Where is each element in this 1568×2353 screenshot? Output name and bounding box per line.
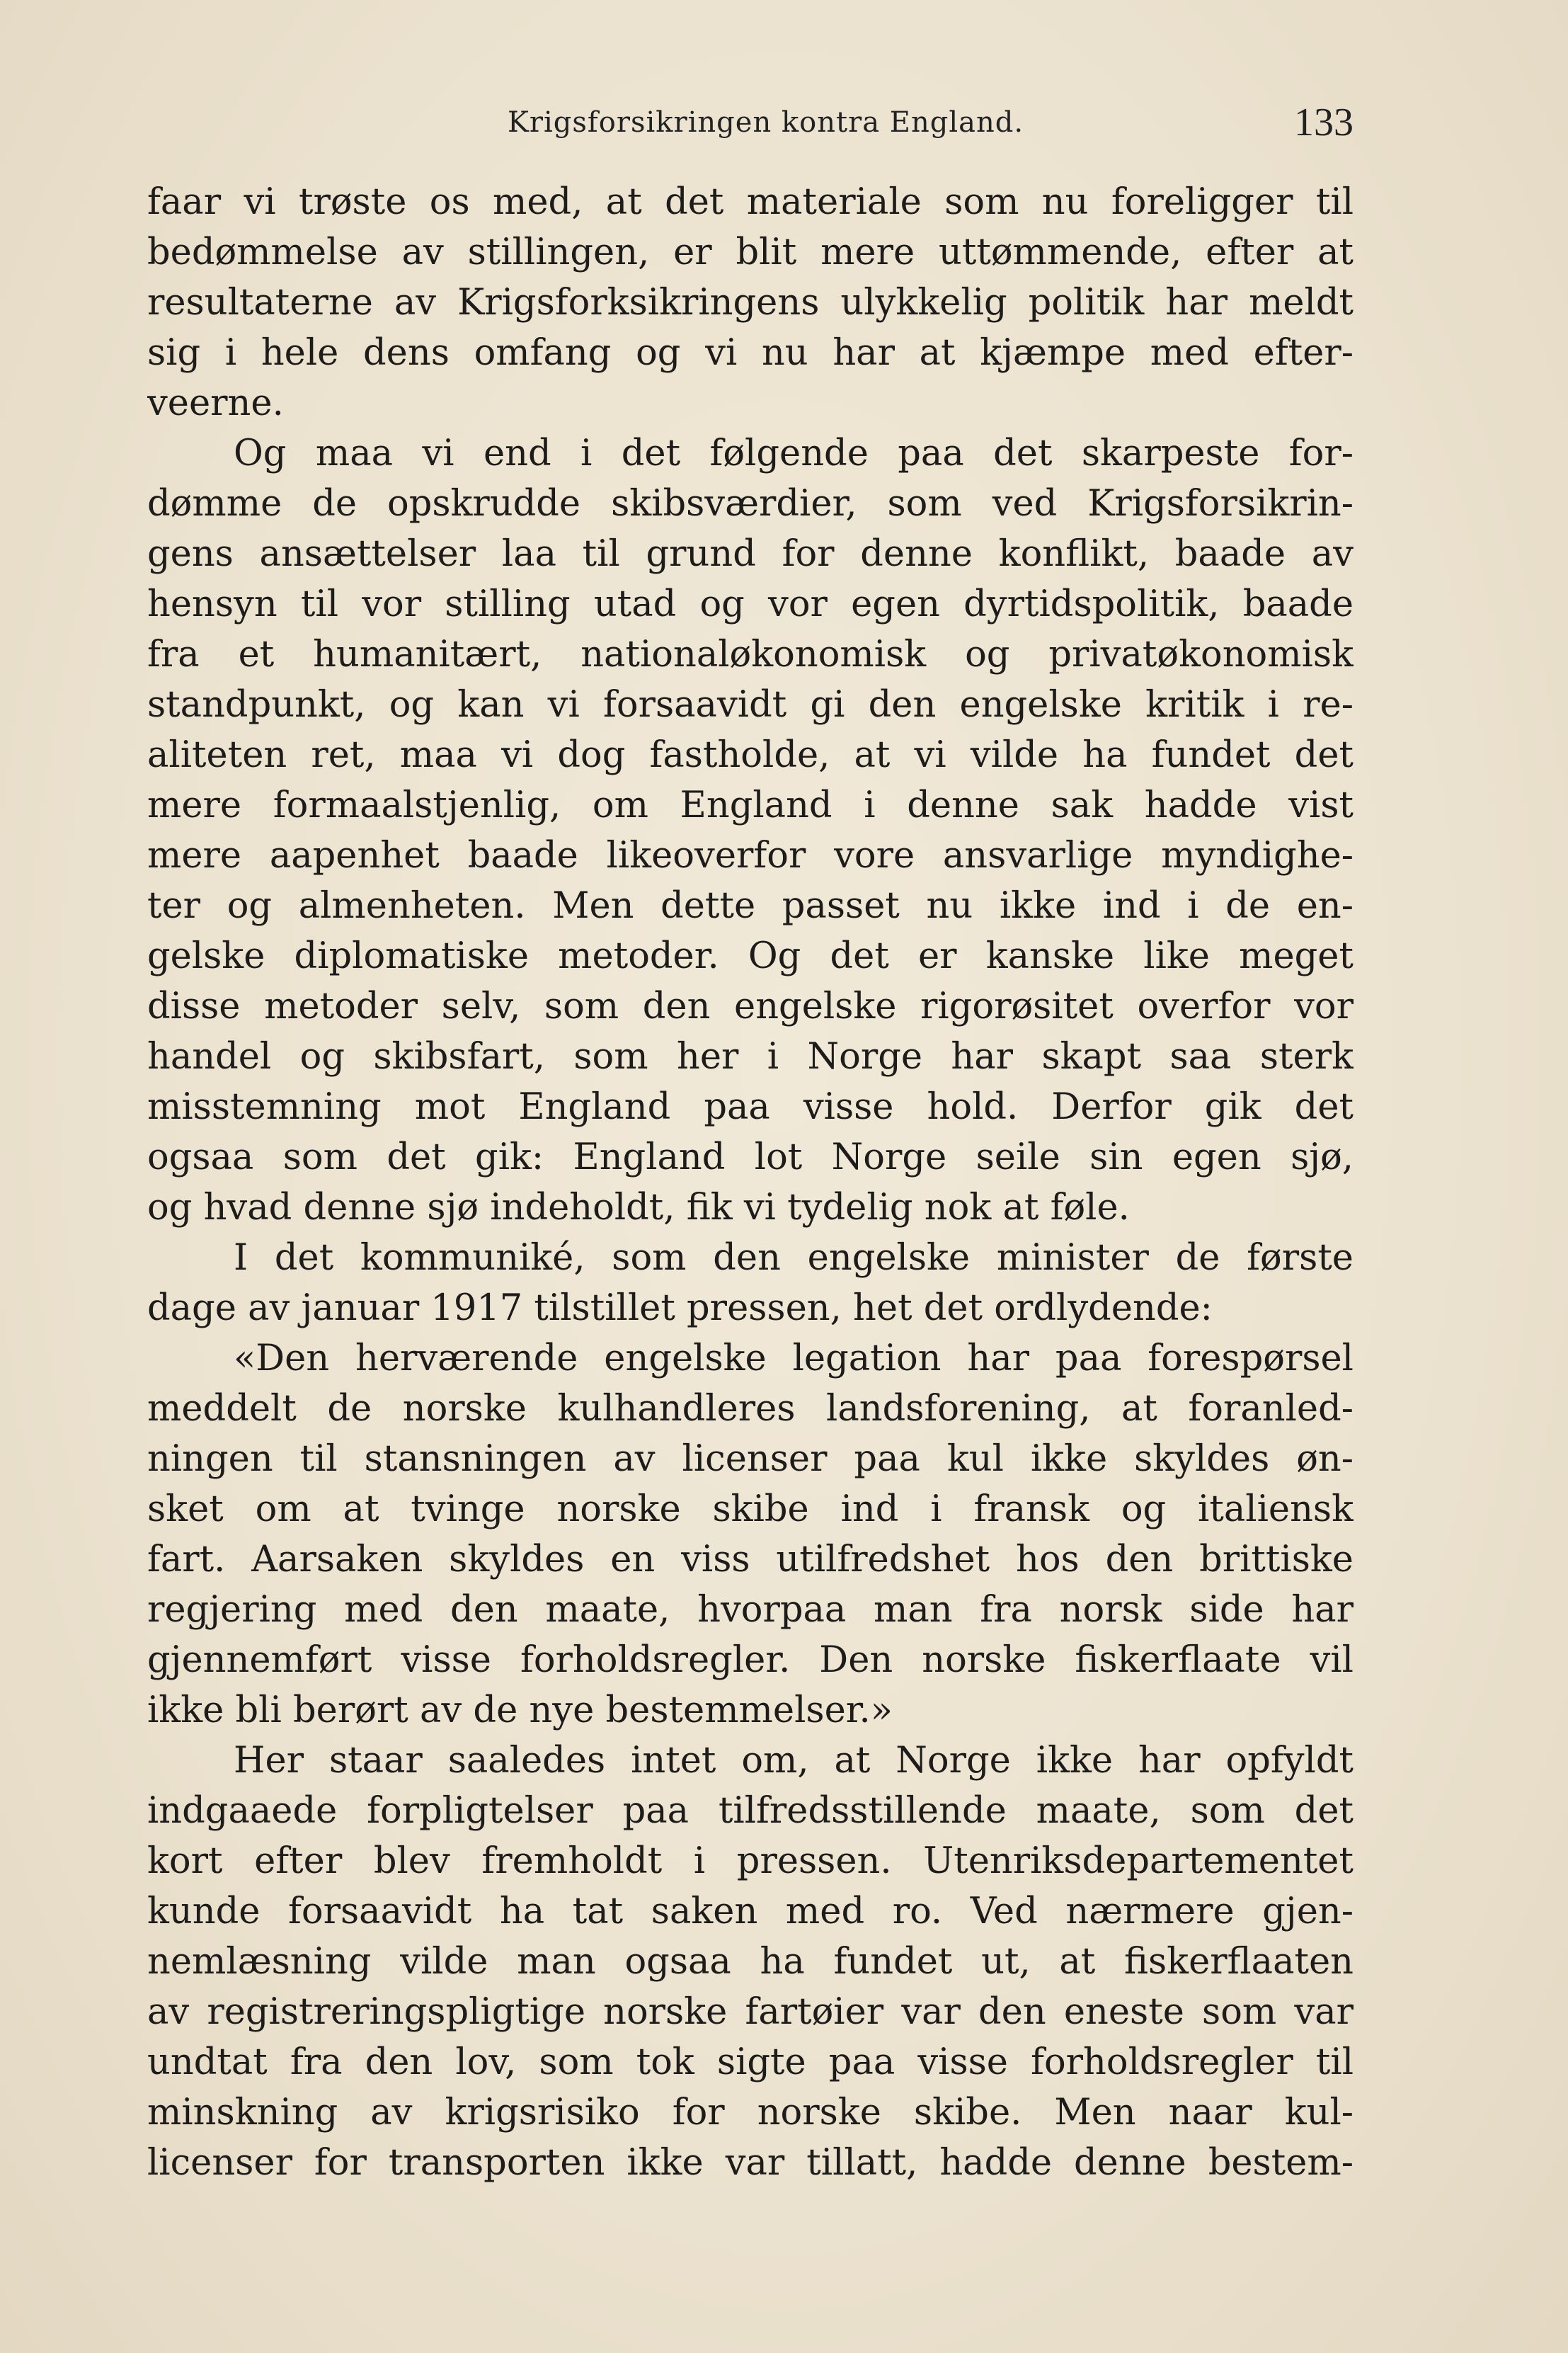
body-text <box>147 177 1354 2188</box>
text-line: ogsaa som det gik: England lot Norge seile sin egen sjø, <box>147 1136 1354 1178</box>
page-number: 133 <box>1294 101 1354 144</box>
text-line: sket om at tvinge norske skibe ind i fransk og italiensk <box>147 1488 1354 1530</box>
text-line: dage av januar 1917 tilstillet pressen, het det ordlydende: <box>147 1287 1213 1329</box>
text-line: gens ansættelser laa til grund for denne konflikt, baade av <box>147 533 1354 575</box>
text-line: handel og skibsfart, som her i Norge har skapt saa sterk <box>147 1036 1354 1078</box>
text-line: hensyn til vor stilling utad og vor egen dyrtidspolitik, baade <box>147 583 1354 625</box>
text-line: nemlæsning vilde man ogsaa ha fundet ut, at fiskerflaaten <box>147 1941 1354 1983</box>
text-line: resultaterne av Krigsforksikringens ulykkelig politik har meldt <box>147 282 1354 324</box>
text-line: faar vi trøste os med, at det materiale som nu foreligger til <box>147 181 1354 223</box>
text-line: mere formaalstjenlig, om England i denne sak hadde vist <box>147 785 1354 826</box>
text-line: sig i hele dens omfang og vi nu har at kjæmpe med efter- <box>147 332 1354 374</box>
text-line: kunde forsaavidt ha tat saken med ro. Ved nærmere gjen- <box>147 1891 1354 1932</box>
text-line: bedømmelse av stillingen, er blit mere uttømmende, efter at <box>147 232 1354 273</box>
text-line: misstemning mot England paa visse hold. Derfor gik det <box>147 1086 1354 1128</box>
page-header <box>150 98 1354 147</box>
text-line: og hvad denne sjø indeholdt, fik vi tydelig nok at føle. <box>147 1187 1130 1229</box>
text-line: av registreringspligtige norske fartøier var den eneste som var <box>147 1991 1354 2033</box>
text-line: aliteten ret, maa vi dog fastholde, at vi vilde ha fundet det <box>147 734 1354 776</box>
text-line: veerne. <box>147 382 284 424</box>
text-line: licenser for transporten ikke var tillatt, hadde denne bestem- <box>147 2142 1354 2184</box>
text-line: ter og almenheten. Men dette passet nu ikke ind i de en- <box>147 885 1354 927</box>
text-line: indgaaede forpligtelser paa tilfredsstillende maate, som det <box>147 1790 1354 1832</box>
text-line: Og maa vi end i det følgende paa det skarpeste for- <box>234 433 1354 474</box>
text-line: «Den herværende engelske legation har paa forespørsel <box>234 1338 1354 1379</box>
text-line: fart. Aarsaken skyldes en viss utilfredshet hos den brittiske <box>147 1539 1354 1580</box>
text-line: standpunkt, og kan vi forsaavidt gi den engelske kritik i re- <box>147 684 1354 726</box>
running-title: Krigsforsikringen kontra England. <box>508 106 1024 139</box>
text-line: regjering med den maate, hvorpaa man fra norsk side har <box>147 1589 1354 1631</box>
text-line: ikke bli berørt av de nye bestemmelser.» <box>147 1690 893 1731</box>
text-line: fra et humanitært, nationaløkonomisk og privatøkonomisk <box>147 634 1354 676</box>
text-line: undtat fra den lov, som tok sigte paa visse forholdsregler til <box>147 2041 1354 2083</box>
text-line: kort efter blev fremholdt i pressen. Utenriksdepartementet <box>147 1840 1354 1882</box>
text-line: dømme de opskrudde skibsværdier, som ved Krigsforsikrin- <box>147 483 1354 525</box>
text-line: ningen til stansningen av licenser paa kul ikke skyldes øn- <box>147 1438 1354 1480</box>
text-line: I det kommuniké, som den engelske minister de første <box>234 1237 1354 1279</box>
text-line: disse metoder selv, som den engelske rigorøsitet overfor vor <box>147 986 1354 1027</box>
text-line: gelske diplomatiske metoder. Og det er kanske like meget <box>147 935 1354 977</box>
text-line: gjennemført visse forholdsregler. Den norske fiskerflaate vil <box>147 1639 1354 1681</box>
text-line: minskning av krigsrisiko for norske skibe. Men naar kul- <box>147 2092 1354 2133</box>
text-line: mere aapenhet baade likeoverfor vore ansvarlige myndighe- <box>147 835 1354 877</box>
text-line: meddelt de norske kulhandleres landsforening, at foranled- <box>147 1388 1354 1430</box>
text-line: Her staar saaledes intet om, at Norge ikke har opfyldt <box>234 1740 1354 1782</box>
